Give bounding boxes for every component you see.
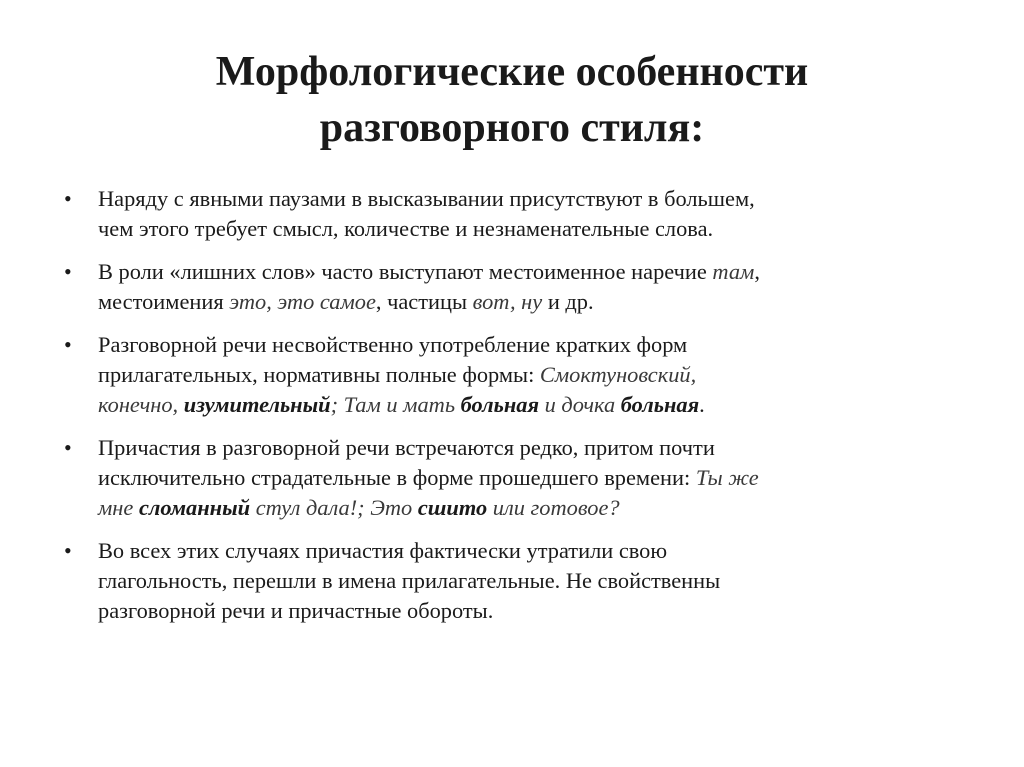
text-segment: мне <box>98 495 139 520</box>
text-segment: местоимения <box>98 289 230 314</box>
text-segment: там <box>712 259 755 284</box>
text-segment: стул дала!; Это <box>250 495 418 520</box>
bullet-line <box>98 463 964 493</box>
bullet-line <box>98 214 964 244</box>
slide-title-line: Морфологические особенности <box>215 49 809 95</box>
bullet-marker: • <box>64 259 72 284</box>
bullet-item <box>64 433 964 523</box>
text-segment: , частицы <box>375 289 473 314</box>
bullet-line <box>98 536 964 566</box>
text-segment: Наряду с явными паузами в высказывании присутствуют в большем, <box>98 186 755 211</box>
text-segment: больная <box>460 392 540 417</box>
text-segment: это, это самое <box>229 289 376 314</box>
bullet-marker: • <box>64 186 72 211</box>
bullet-marker: • <box>64 332 72 357</box>
bullet-marker: • <box>64 538 72 563</box>
text-segment: Ты же <box>695 465 759 490</box>
text-segment: разговорной речи и причастные обороты. <box>98 598 494 623</box>
text-segment: чем этого требует смысл, количестве и незнаменательные слова. <box>98 216 714 241</box>
slide-title <box>80 44 944 156</box>
bullet-item <box>64 257 964 317</box>
bullet-line <box>98 330 964 360</box>
slide-title-line: разговорного стиля: <box>319 105 705 151</box>
text-segment: и дочка <box>539 392 621 417</box>
text-segment: сшито <box>417 495 488 520</box>
text-segment: Во всех этих случаях причастия фактически утратили свою <box>98 538 668 563</box>
text-segment: сломанный <box>138 495 251 520</box>
text-segment: Причастия в разговорной речи встречаются редко, притом почти <box>98 435 715 460</box>
bullet-item <box>64 184 964 244</box>
text-segment: В роли «лишних слов» часто выступают местоименное наречие <box>98 259 713 284</box>
text-segment: глагольность, перешли в имена прилагательные. Не свойственны <box>98 568 721 593</box>
text-segment: и др. <box>542 289 594 314</box>
bullet-line <box>98 433 964 463</box>
bullet-item <box>64 536 964 626</box>
bullet-line <box>98 287 964 317</box>
bullet-marker: • <box>64 435 72 460</box>
bullet-line <box>98 390 964 420</box>
text-segment: изумительный <box>183 392 331 417</box>
bullet-item <box>64 330 964 420</box>
bullet-line <box>98 360 964 390</box>
bullet-line <box>98 184 964 214</box>
text-segment: Разговорной речи несвойственно употребление кратких форм <box>98 332 688 357</box>
text-segment: Смоктуновский, <box>539 362 697 387</box>
text-segment: . <box>699 392 705 417</box>
bullet-line <box>98 257 964 287</box>
text-segment: вот, ну <box>472 289 543 314</box>
bullet-line <box>98 596 964 626</box>
text-segment: больная <box>620 392 700 417</box>
bullet-list <box>64 184 964 639</box>
text-segment: прилагательных, нормативны полные формы: <box>98 362 540 387</box>
bullet-line <box>98 493 964 523</box>
text-segment: или готовое? <box>487 495 620 520</box>
text-segment: , <box>754 259 760 284</box>
text-segment: конечно, <box>98 392 184 417</box>
text-segment: ; Там и мать <box>330 392 461 417</box>
text-segment: исключительно страдательные в форме прошедшего времени: <box>98 465 696 490</box>
bullet-line <box>98 566 964 596</box>
